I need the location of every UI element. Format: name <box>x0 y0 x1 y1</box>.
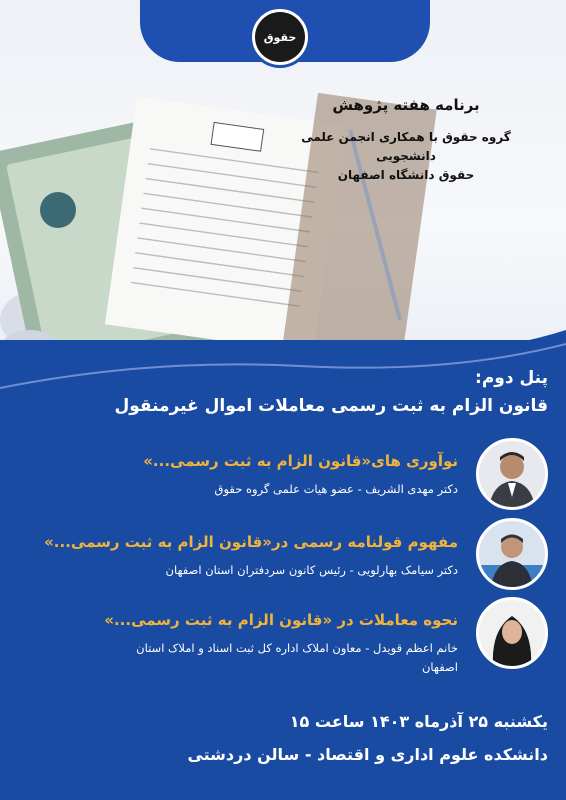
speaker-2-avatar <box>476 518 548 590</box>
talk-2-speaker: دکتر سیامک بهارلویی - رئیس کانون سردفتران استان اصفهان <box>165 563 458 577</box>
logo-text: حقوق <box>255 12 305 62</box>
speaker-1-avatar <box>476 438 548 510</box>
talk-1-title: نوآوری های«قانون الزام به ثبت رسمی...» <box>143 452 458 470</box>
speaker-3-avatar <box>476 597 548 669</box>
header-area <box>0 0 566 380</box>
event-location: دانشکده علوم اداری و اقتصاد - سالن دردشتی <box>187 745 548 764</box>
program-title: برنامه هفته پژوهش <box>332 96 480 114</box>
event-date-time: یکشنبه ۲۵ آذرماه ۱۴۰۳ ساعت ۱۵ <box>289 712 548 731</box>
panel-label: پنل دوم: <box>475 368 548 388</box>
talk-1-speaker: دکتر مهدی الشریف - عضو هیات علمی گروه حقوق <box>214 482 458 496</box>
talk-2-title: مفهوم قولنامه رسمی در«قانون الزام به ثبت رسمی...» <box>44 533 458 551</box>
panel-title: قانون الزام به ثبت رسمی معاملات اموال غیرمنقول <box>114 396 548 416</box>
program-subtitle-line1: گروه حقوق با همکاری انجمن علمی دانشجویی <box>301 130 511 163</box>
talk-3-speaker: خانم اعظم قویدل - معاون املاک اداره کل ثبت اسناد و املاک استان اصفهان <box>136 641 458 674</box>
program-heading <box>276 96 536 185</box>
university-logo <box>249 6 311 68</box>
program-subtitle-line2: حقوق دانشگاه اصفهان <box>337 168 475 182</box>
talk-3-title: نحوه معاملات در «قانون الزام به ثبت رسمی...» <box>104 611 458 629</box>
